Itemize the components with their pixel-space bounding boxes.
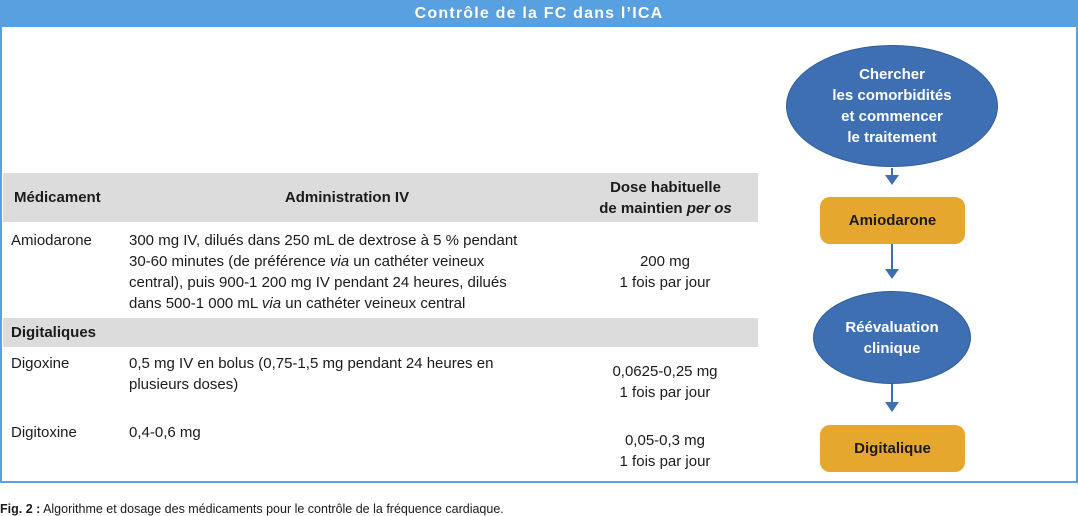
row-digoxine-name: Digoxine (11, 355, 70, 372)
header-medicament: Médicament (14, 189, 101, 206)
row-amiodarone-dose (590, 251, 740, 293)
section-digitaliques (3, 318, 758, 347)
row-digoxine-admin (129, 353, 569, 395)
row-digitoxine-admin (129, 422, 569, 443)
row-amiodarone-admin (129, 230, 569, 314)
admin-line: plusieurs doses) (129, 376, 239, 393)
table-header (3, 173, 758, 222)
flow-arrow (885, 384, 899, 413)
dose-line: 0,0625-0,25 mg (612, 363, 718, 380)
admin-italic: via (261, 295, 282, 312)
header-administration: Administration IV (284, 189, 410, 206)
flow-text: et commencer (841, 108, 943, 125)
flow-text: le traitement (847, 129, 937, 146)
row-digitoxine-dose (590, 430, 740, 472)
flow-arrow (885, 244, 899, 280)
flow-arrow (885, 168, 899, 185)
header-dose-italic: per os (686, 199, 732, 217)
row-digitoxine-name: Digitoxine (11, 424, 77, 441)
admin-line: 30-60 minutes (de préférence (129, 253, 330, 270)
figure-caption (0, 502, 504, 516)
header-dose-line2: de maintien (599, 199, 687, 217)
row-amiodarone-name: Amiodarone (11, 232, 92, 249)
header-dose (588, 173, 743, 222)
flow-text: Réévaluation (845, 318, 939, 336)
section-label: Digitaliques (11, 324, 97, 341)
admin-line: central), puis 900-1 200 mg IV pendant 24 heures, dilués (129, 274, 507, 291)
dose-line: 1 fois par jour (619, 384, 711, 401)
admin-line: 0,4-0,6 mg (129, 424, 201, 441)
admin-line: un cathéter veineux central (281, 295, 466, 312)
row-digoxine-dose (590, 361, 740, 403)
caption-label: Fig. 2 : (0, 502, 41, 516)
admin-line: 0,5 mg IV en bolus (0,75-1,5 mg pendant 24 heures en (129, 355, 494, 372)
flow-text: clinique (863, 339, 921, 357)
flow-text: Chercher (859, 66, 925, 83)
admin-line: un cathéter veineux (349, 253, 485, 270)
admin-line: 300 mg IV, dilués dans 250 mL de dextrose à 5 % pendant (129, 232, 518, 249)
flow-step-digitalique: Digitalique (820, 425, 965, 472)
dose-line: 1 fois par jour (619, 274, 711, 291)
admin-line: dans 500-1 000 mL (129, 295, 262, 312)
flow-step-comorbidities (786, 45, 998, 167)
dose-line: 1 fois par jour (619, 453, 711, 470)
caption-text: Algorithme et dosage des médicaments pour le contrôle de la fréquence cardiaque. (40, 502, 504, 516)
header-dose-line1: Dose habituelle (610, 178, 721, 196)
dose-line: 200 mg (639, 253, 691, 270)
dose-line: 0,05-0,3 mg (624, 432, 706, 449)
admin-italic: via (329, 253, 350, 270)
flow-step-amiodarone: Amiodarone (820, 197, 965, 244)
figure-title: Contrôle de la FC dans l’ICA (0, 0, 1078, 27)
flow-step-reevaluation (813, 291, 971, 384)
flow-text: les comorbidités (832, 87, 952, 104)
